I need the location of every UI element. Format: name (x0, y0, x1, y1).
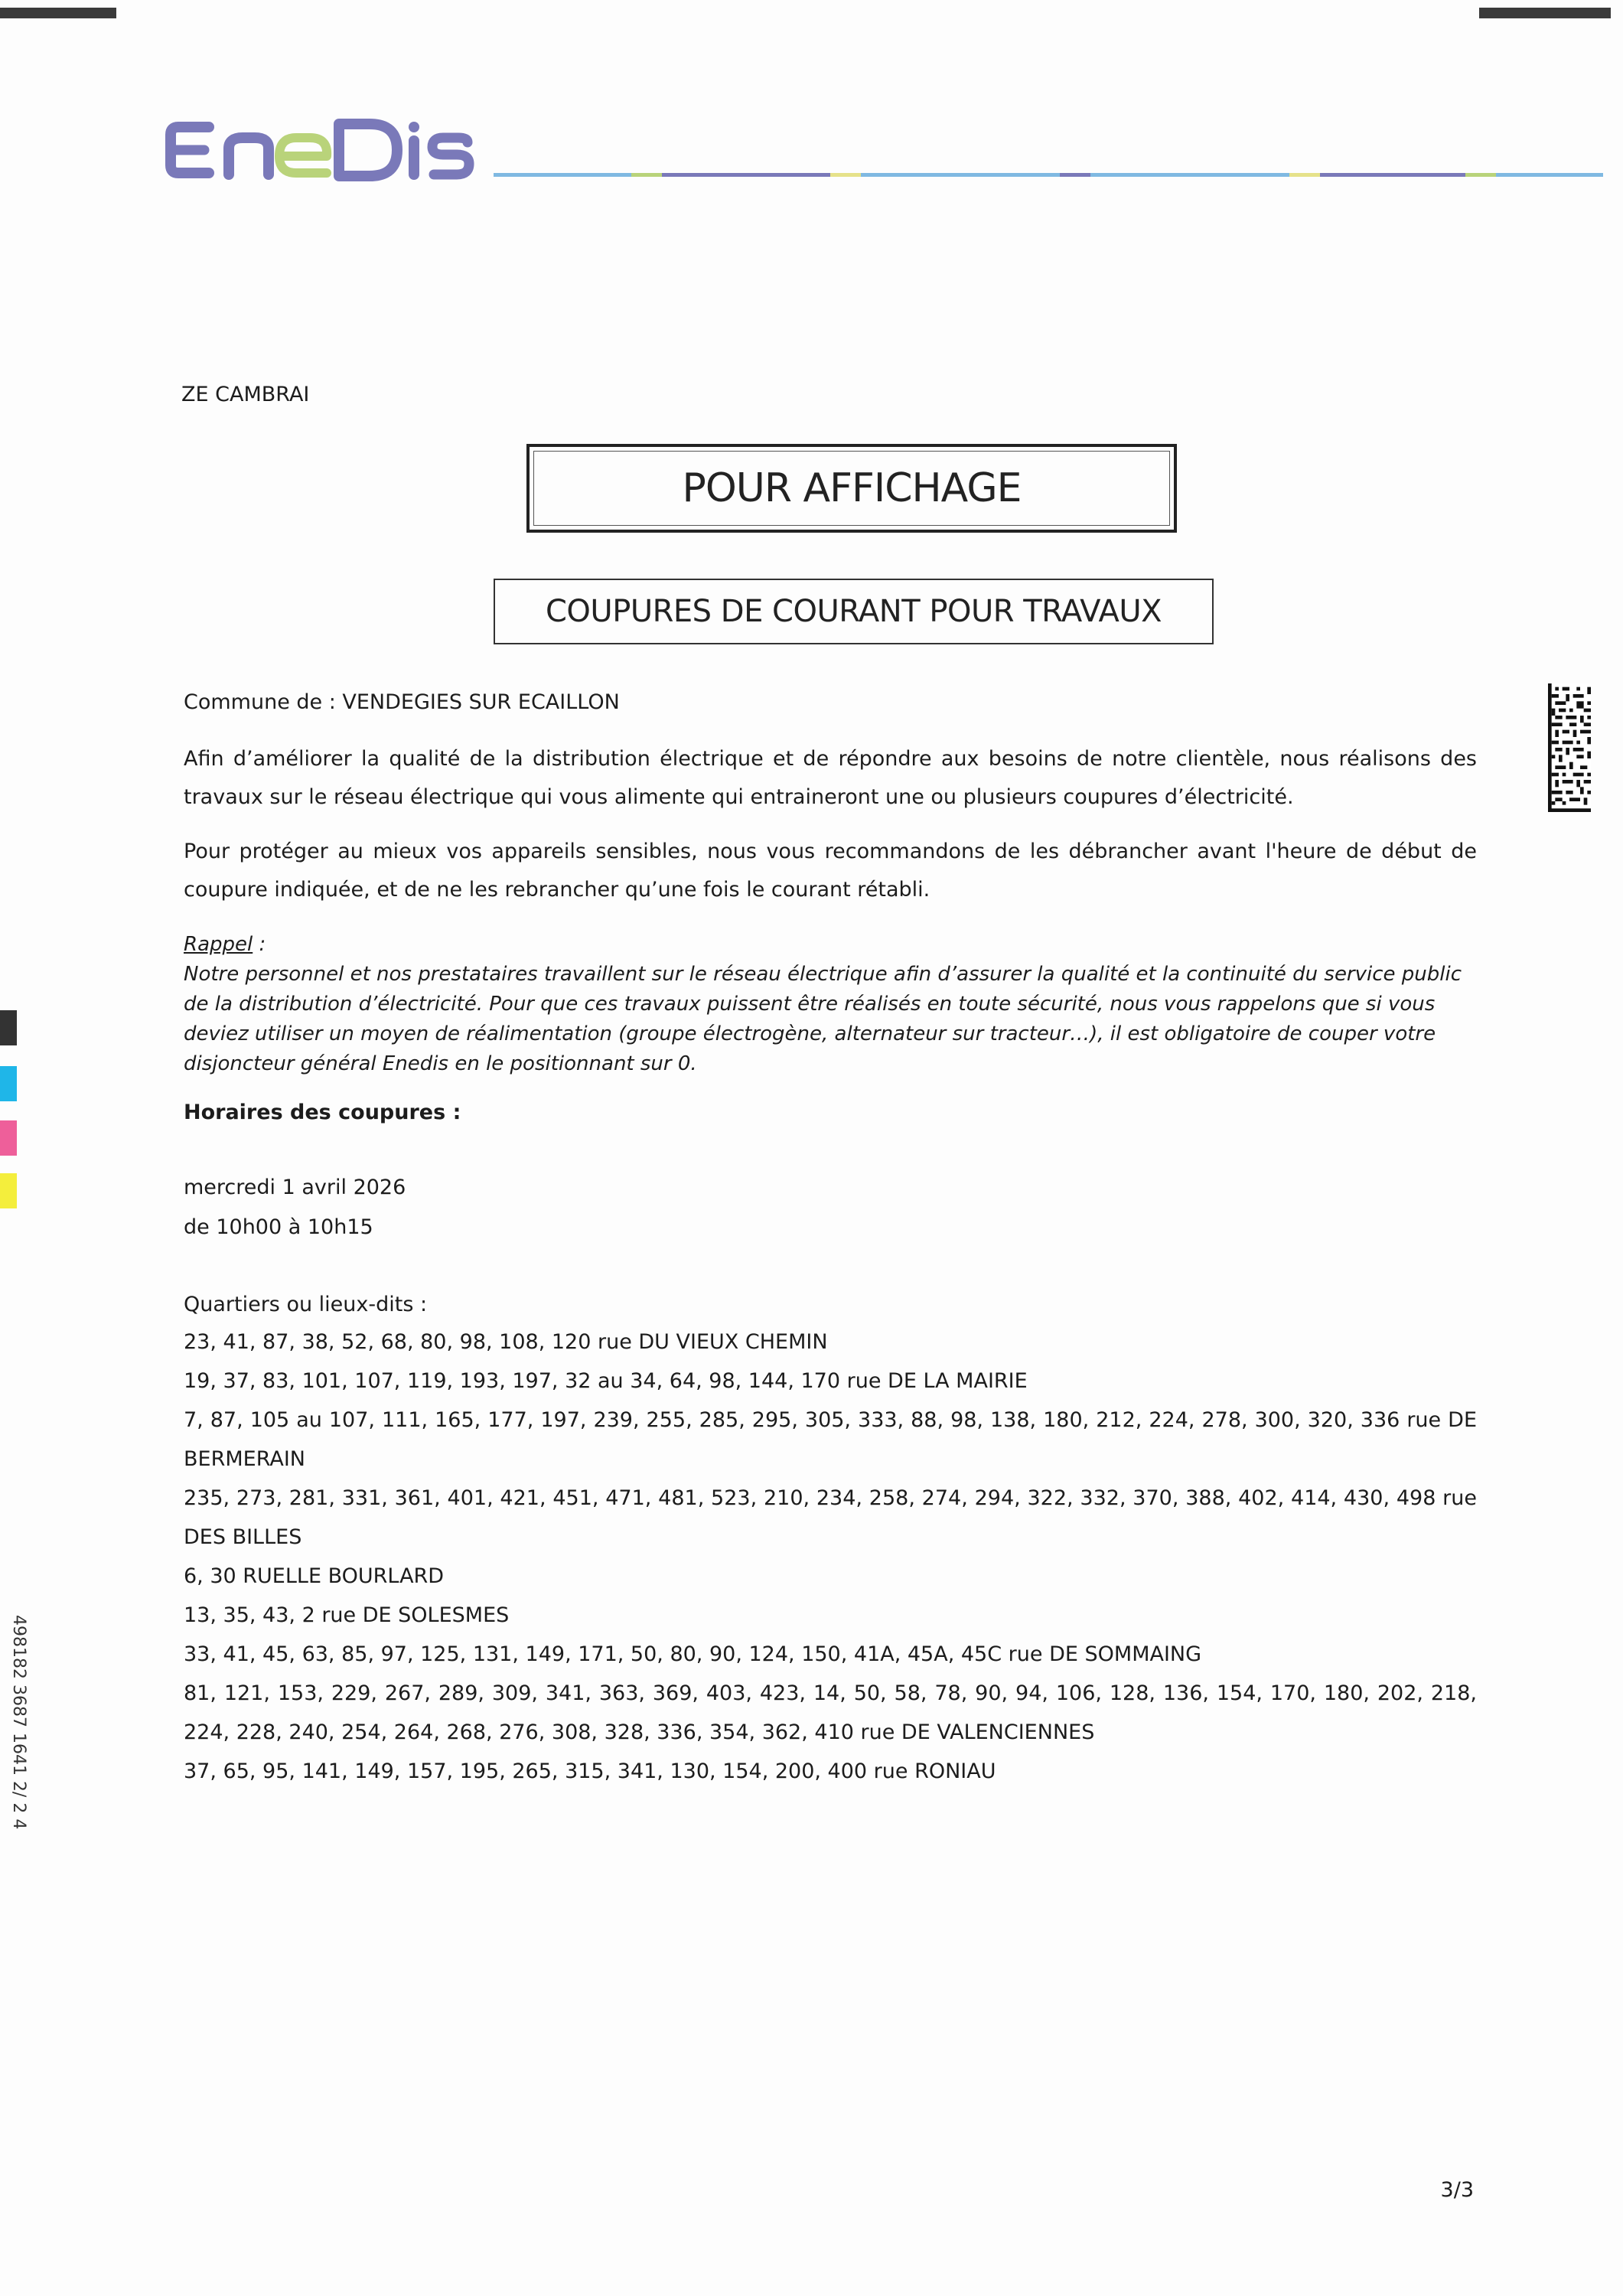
zone-label: ZE CAMBRAI (181, 383, 310, 406)
street-line: 13, 35, 43, 2 rue DE SOLESMES (184, 1603, 510, 1627)
schedule-time: de 10h00 à 10h15 (184, 1215, 373, 1239)
swatch-black (0, 1010, 17, 1045)
display-notice-text: POUR AFFICHAGE (682, 465, 1022, 511)
reminder-colon: : (253, 933, 266, 956)
swatch-magenta (0, 1120, 17, 1156)
page-number: 3/3 (1440, 2178, 1474, 2202)
street-line: 7, 87, 105 au 107, 111, 165, 177, 197, 239, 255, 285, 295, 305, 333, 88, 98, 138, 180, 212, 224, 278, 300, 320, 336 rue DE BERMERAIN (184, 1408, 1477, 1471)
street-line: 6, 30 RUELLE BOURLARD (184, 1564, 445, 1588)
subject-text: COUPURES DE COURANT POUR TRAVAUX (546, 594, 1162, 629)
display-notice-box (526, 444, 1177, 533)
street-line: 235, 273, 281, 331, 361, 401, 421, 451, 471, 481, 523, 210, 234, 258, 274, 294, 322, 332, 370, 388, 402, 414, 430, 498 rue DES BILLES (184, 1486, 1477, 1549)
enedis-logo (165, 115, 474, 185)
swatch-cyan (0, 1066, 17, 1101)
streets-heading: Quartiers ou lieux-dits : (184, 1293, 428, 1316)
side-tracking-code: 498182 3687 1641 2/ 2 4 (9, 1615, 28, 1830)
reminder-block (184, 930, 1477, 1079)
corner-mark-left (0, 8, 116, 18)
advice-paragraph: Pour protéger au mieux vos appareils sensibles, nous vous recommandons de les débrancher avant l'heure de début de coupure indiquée, et de ne les rebrancher qu’une fois le courant rétabli. (184, 840, 1477, 902)
street-line: 81, 121, 153, 229, 267, 289, 309, 341, 363, 369, 403, 423, 14, 50, 58, 78, 90, 94, 106, 128, 136, 154, 170, 180, 202, 218, 224, 228, 240, 254, 264, 268, 276, 308, 328, 336, 354, 362, 410 rue DE VALENCIENNES (184, 1681, 1477, 1744)
street-line: 23, 41, 87, 38, 52, 68, 80, 98, 108, 120 rue DU VIEUX CHEMIN (184, 1330, 828, 1354)
subject-box (494, 579, 1214, 644)
streets-list (184, 1322, 1477, 1791)
datamatrix-barcode-icon (1547, 683, 1592, 812)
schedule-date: mercredi 1 avril 2026 (184, 1176, 406, 1199)
intro-paragraph: Afin d’améliorer la qualité de la distribution électrique et de répondre aux besoins de notre clientèle, nous réalisons des travaux sur le réseau électrique qui vous alimente qui entraineront une ou plusieurs coupures d’électricité. (184, 747, 1477, 809)
commune-line: Commune de : VENDEGIES SUR ECAILLON (184, 690, 620, 714)
reminder-title: Rappel (184, 933, 253, 956)
reminder-body: Notre personnel et nos prestataires travaillent sur le réseau électrique afin d’assurer la qualité et la continuité du service public de la distribution d’électricité. Pour que ces travaux puissent être réalisés en toute sécurité, nous vous rappelons que si vous deviez utiliser un moyen de réalimentation (groupe électrogène, alternateur sur tracteur…), il est obligatoire de couper votre disjoncteur général Enedis en le positionnant sur 0. (184, 963, 1462, 1075)
street-line: 33, 41, 45, 63, 85, 97, 125, 131, 149, 171, 50, 80, 90, 124, 150, 41A, 45A, 45C rue DE SOMMAING (184, 1642, 1202, 1666)
swatch-yellow (0, 1173, 17, 1208)
header-rule (494, 173, 1603, 177)
street-line: 19, 37, 83, 101, 107, 119, 193, 197, 32 au 34, 64, 98, 144, 170 rue DE LA MAIRIE (184, 1369, 1028, 1393)
corner-mark-right (1479, 8, 1611, 18)
street-line: 37, 65, 95, 141, 149, 157, 195, 265, 315, 341, 130, 154, 200, 400 rue RONIAU (184, 1760, 996, 1783)
schedule-heading: Horaires des coupures : (184, 1101, 461, 1124)
